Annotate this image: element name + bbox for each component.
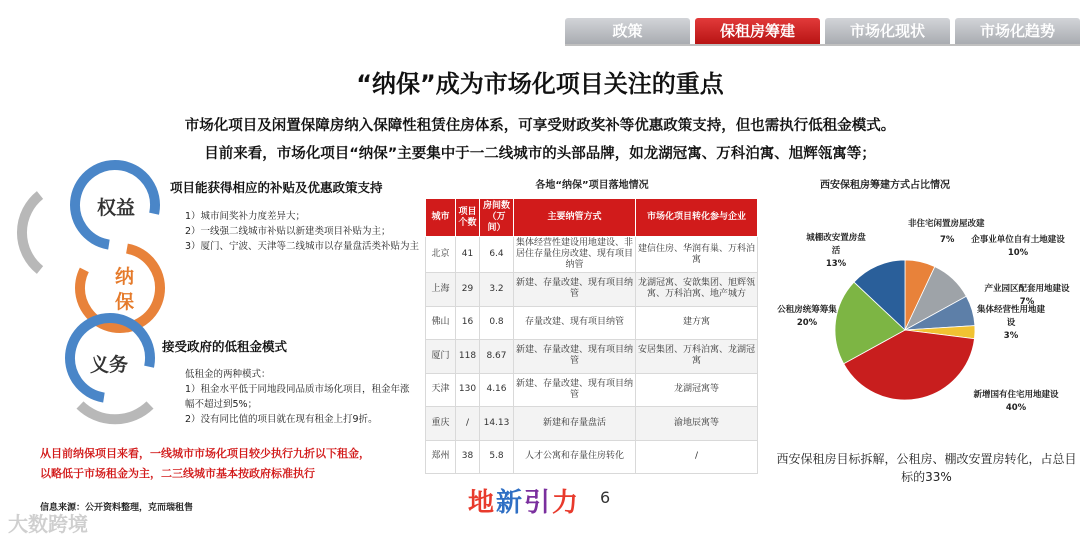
- cell-method: 新建、存量改建、现有项目纳管: [514, 340, 636, 374]
- section-subsidy-bullet: 2）一线强二线城市补贴以新建类项目补贴为主；: [185, 226, 391, 237]
- pie-label-value: 20%: [796, 318, 818, 328]
- col-header-method: 主要纳管方式: [514, 199, 636, 237]
- pie-label-name: 公租房统筹筹集: [777, 305, 837, 315]
- pie-label-name: 非住宅闲置房屋改建: [908, 219, 985, 229]
- subtitle-line-1: 市场化项目及闲置保障房纳入保障性租赁住房体系，可享受财政奖补等优惠政策支持，但也需执行低租金模式。: [184, 118, 896, 134]
- cell-companies: 安居集团、万科泊寓、龙湖冠寓: [636, 340, 758, 374]
- pie-label-collective: [976, 304, 1046, 343]
- cell-city: 天津: [426, 373, 456, 407]
- pie-label-name: 产业园区配套用地建设: [984, 284, 1070, 294]
- cell-rooms: 3.2: [480, 273, 514, 307]
- city-projects-table: [425, 198, 758, 474]
- cell-count: 16: [456, 306, 480, 340]
- page-number: 6: [600, 488, 611, 507]
- cell-method: 新建和存量盘活: [514, 407, 636, 441]
- pie-label-value: 7%: [940, 235, 955, 245]
- section-low-rent-heading: 接受政府的低租金模式: [162, 339, 288, 354]
- cell-rooms: 5.8: [480, 440, 514, 474]
- tab-rental-housing-construction[interactable]: 保租房筹建: [695, 18, 820, 44]
- pie-label-value: 10%: [1007, 248, 1029, 258]
- source-note: 信息来源：公开资料整理，克而瑞租售: [40, 503, 194, 513]
- pie-label-name: 企事业单位自有土地建设: [971, 235, 1065, 245]
- cell-count: 130: [456, 373, 480, 407]
- col-header-city: 城市: [426, 199, 456, 237]
- pie-label-shantytown: [806, 232, 866, 271]
- subtitle-line-2: 目前来看，市场化项目“纳保”主要集中于一二线城市的头部品牌，如龙湖冠寓、万科泊寓、旭辉瓴寓等；: [204, 146, 876, 162]
- cell-count: /: [456, 407, 480, 441]
- pie-label-value: 13%: [825, 259, 847, 269]
- logo-char: 引: [524, 488, 553, 518]
- pie-label-enterprise: [958, 234, 1078, 260]
- ring-label-obligations: 义务: [90, 354, 129, 376]
- cell-companies: 建信住房、华润有巢、万科泊寓: [636, 237, 758, 273]
- cell-companies: 建方寓: [636, 306, 758, 340]
- cell-city: 郑州: [426, 440, 456, 474]
- cell-method: 新建、存量改建、现有项目纳管: [514, 273, 636, 307]
- cell-rooms: 0.8: [480, 306, 514, 340]
- cell-companies: 渝地辰寓等: [636, 407, 758, 441]
- watermark-text: 大数跨境: [8, 512, 88, 536]
- col-header-companies: 市场化项目转化参与企业: [636, 199, 758, 237]
- ring-label-bao: 保: [115, 291, 135, 313]
- cell-companies: /: [636, 440, 758, 474]
- cell-method: 新建、存量改建、现有项目纳管: [514, 373, 636, 407]
- col-header-rooms: 房间数（万间）: [480, 199, 514, 237]
- pie-label-name: 新增国有住宅用地建设: [973, 390, 1059, 400]
- cell-city: 重庆: [426, 407, 456, 441]
- pie-label-public-rental: [776, 304, 838, 330]
- section-low-rent-bullet: 幅不超过到5%；: [185, 399, 258, 410]
- logo-char: 力: [552, 488, 581, 518]
- pie-label-value: 7%: [1019, 297, 1035, 307]
- conclusion-note-line-2: 以略低于市场租金为主，二三线城市基本按政府标准执行: [40, 467, 315, 480]
- table-row: [426, 273, 758, 307]
- cell-city: 北京: [426, 237, 456, 273]
- rights-obligations-ring-graphic: [0, 150, 170, 430]
- grey-arc-top: [22, 195, 40, 270]
- section-low-rent-bullet: 1）租金水平低于同地段同品质市场化项目，租金年涨: [185, 384, 410, 395]
- pie-label-value: 40%: [1005, 403, 1027, 413]
- pie-label-nonresidential-value: [940, 234, 954, 247]
- cell-rooms: 6.4: [480, 237, 514, 273]
- cell-method: 集体经营性建设用地建设、非居住存量住房改建、现有项目纳管: [514, 237, 636, 273]
- section-low-rent-bullet: 2）没有同比值的项目就在现有租金上打9折。: [185, 414, 378, 425]
- table-title: 各地“纳保”项目落地情况: [535, 180, 649, 191]
- section-subsidy-heading: 项目能获得相应的补贴及优惠政策支持: [170, 180, 383, 195]
- cell-city: 佛山: [426, 306, 456, 340]
- pie-chart-title: 西安保租房筹建方式占比情况: [820, 180, 950, 191]
- section-subsidy-bullet: 3）厦门、宁波、天津等二线城市以存量盘活类补贴为主: [185, 241, 420, 252]
- tab-underline: [565, 44, 1080, 46]
- logo-char: 地: [468, 488, 497, 518]
- table-row: [426, 340, 758, 374]
- pie-label-new-state-land: [966, 389, 1066, 415]
- pie-label-name: 集体经营性用地建设: [976, 305, 1045, 328]
- table-row: [426, 407, 758, 441]
- nav-tabs: [565, 18, 1080, 44]
- col-header-project-count: 项目个数: [456, 199, 480, 237]
- pie-label-name: 城棚改安置房盘活: [806, 233, 866, 256]
- ring-label-rights: 权益: [97, 197, 136, 219]
- ring-label-na: 纳: [115, 266, 135, 288]
- logo-char: 新: [496, 488, 525, 518]
- tab-market-trend[interactable]: 市场化趋势: [955, 18, 1080, 44]
- section-low-rent-bullet: 低租金的两种模式：: [185, 369, 271, 380]
- cell-city: 上海: [426, 273, 456, 307]
- table-row: [426, 440, 758, 474]
- pie-label-value: 3%: [1003, 331, 1019, 341]
- grey-arc-bottom: [80, 405, 150, 419]
- cell-rooms: 14.13: [480, 407, 514, 441]
- cell-city: 厦门: [426, 340, 456, 374]
- cell-method: 存量改建、现有项目纳管: [514, 306, 636, 340]
- pie-chart: [830, 255, 980, 405]
- cell-method: 人才公寓和存量住房转化: [514, 440, 636, 474]
- section-subsidy-bullet: 1）城市间奖补力度差异大；: [185, 211, 306, 222]
- page-title: “纳保”成为市场化项目关注的重点: [356, 70, 724, 98]
- cell-companies: 龙湖冠寓、安歆集团、旭辉瓴寓、万科泊寓、地产城方: [636, 273, 758, 307]
- cell-count: 41: [456, 237, 480, 273]
- cell-rooms: 4.16: [480, 373, 514, 407]
- table-row: [426, 237, 758, 273]
- brand-logo: [468, 482, 580, 519]
- cell-companies: 龙湖冠寓等: [636, 373, 758, 407]
- conclusion-note-line-1: 从目前纳保项目来看，一线城市市场化项目较少执行九折以下租金，: [40, 447, 370, 460]
- pie-label-nonresidential: [908, 218, 985, 231]
- tab-policy[interactable]: 政策: [565, 18, 690, 44]
- table-row: [426, 373, 758, 407]
- table-header-row: [426, 199, 758, 237]
- cell-rooms: 8.67: [480, 340, 514, 374]
- cell-count: 38: [456, 440, 480, 474]
- cell-count: 29: [456, 273, 480, 307]
- pie-caption: 西安保租房目标拆解，公租房、棚改安置房转化，占总目标的33%: [776, 452, 1077, 484]
- cell-count: 118: [456, 340, 480, 374]
- table-row: [426, 306, 758, 340]
- tab-market-status[interactable]: 市场化现状: [825, 18, 950, 44]
